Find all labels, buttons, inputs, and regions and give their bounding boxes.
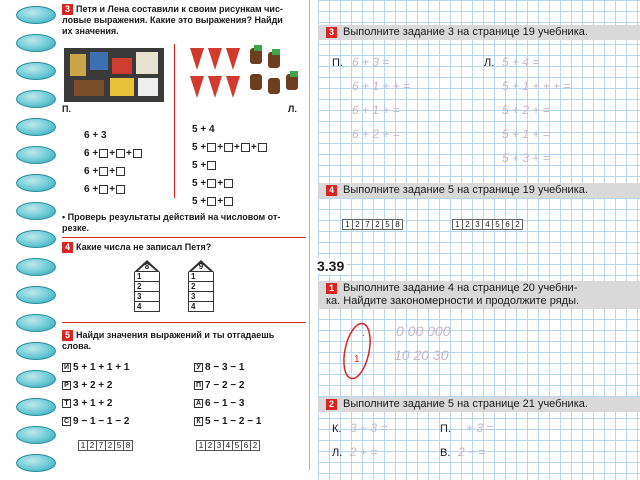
task-2-label-k: К.: [332, 423, 342, 435]
task-3-text-line2: ловые выражения. Какие это выражения? Найди: [62, 15, 283, 25]
v-expr: 2 − =: [458, 445, 486, 459]
binder-ring: [16, 314, 56, 332]
workbook-strip-2: 1 2 3 4 5 6 2: [452, 219, 522, 230]
task-5-text-line2: слова.: [62, 341, 92, 351]
workbook-strip-1: 1 2 7 2 5 8: [342, 219, 402, 230]
binder-ring: [16, 370, 56, 388]
binder-ring: [16, 6, 56, 24]
word-expr-right-3: А 6 − 1 − 3: [195, 398, 245, 409]
binder-ring: [16, 118, 56, 136]
word-expr-right-1: У 8 − 3 − 1: [194, 362, 244, 373]
textbook-page: [56, 0, 310, 470]
binder-ring: [16, 34, 56, 52]
l-row-5: 5 + 3 + =: [502, 151, 550, 165]
binder-ring: [16, 342, 56, 360]
task-3-text-line1: Петя и Лена составили к своим рисункам чис-: [76, 4, 283, 14]
task-3-label-l: Л.: [484, 57, 495, 69]
divider-rule: [62, 322, 306, 323]
word-expr-left-1: И 5 + 1 + 1 + 1: [63, 362, 130, 373]
word-expr-left-3: Т 3 + 1 + 2: [62, 398, 112, 409]
l-expr-4: 5 + +: [192, 178, 234, 189]
binder-ring: [16, 62, 56, 80]
answer-strip-2: 1 2 3 4 5 6 2: [196, 440, 259, 451]
l-expr-5: 5 + +: [192, 196, 234, 207]
binder-ring: [16, 174, 56, 192]
binder-ring: [16, 454, 56, 472]
task-2-label-v: В.: [440, 447, 451, 459]
binder-ring: [16, 230, 56, 248]
word-expr-right-4: К 5 − 1 − 2 − 1: [194, 416, 261, 427]
p-expr: + 3 =: [466, 421, 494, 435]
p-row-4: 6 + 2 + =: [352, 127, 400, 141]
pattern-row-1: 0 00 000: [396, 323, 451, 339]
task-3-number: 3: [62, 4, 73, 15]
word-expr-right-2: П 7 − 2 − 2: [195, 380, 245, 391]
p-expr-2: 6 + + +: [84, 148, 143, 159]
workbook-page: [318, 0, 640, 480]
p-row-2: 6 + 1 + + =: [352, 79, 411, 93]
section-number: 3.39: [314, 258, 347, 274]
binder-ring: [16, 286, 56, 304]
pattern-row-2: 10 20 30: [394, 347, 449, 363]
l-expr-2: 5 + + + +: [192, 142, 268, 153]
binder-ring: [16, 146, 56, 164]
k-expr: 3 − 3 =: [350, 421, 388, 435]
task-5-text-line1: Найди значения выражений и ты отгадаешь: [76, 330, 275, 340]
binder-ring: [16, 426, 56, 444]
binder-ring: [16, 90, 56, 108]
task-3-text-line3: их значения.: [62, 26, 119, 36]
divider-rule: [62, 237, 306, 238]
svg-text:.: .: [362, 328, 365, 339]
task-3-divider: [174, 44, 175, 198]
task-1-text-line2: ка. Найдите закономерности и продолжите ряды.: [326, 295, 580, 307]
binder-ring: [16, 202, 56, 220]
check-text-line1: • Проверь результаты действий на числовом от-: [62, 212, 281, 222]
task-3-number: 3: [326, 27, 337, 38]
task-4-number: 4: [62, 242, 73, 253]
task-4-number: 4: [326, 185, 337, 196]
binder-ring: [16, 398, 56, 416]
task-3-label-p: П.: [332, 57, 343, 69]
p-expr-1: 6 + 3: [84, 130, 107, 141]
task-1-number: 1: [326, 283, 337, 294]
number-house-2: 9 1 2 3 4: [188, 260, 214, 312]
l-expr-3: 5 +: [192, 160, 217, 171]
svg-text:1: 1: [354, 354, 360, 365]
task-3-band: [318, 25, 640, 40]
l-expr: 2 + =: [350, 445, 378, 459]
task-4-question: Какие числа не записал Петя?: [76, 242, 212, 252]
number-house-1: 8 1 2 3 4: [134, 260, 160, 312]
p-expr-4: 6 + +: [84, 184, 126, 195]
task-5-number: 5: [62, 330, 73, 341]
binder-rings: [0, 0, 58, 480]
task-3-label-l: Л.: [288, 104, 297, 114]
l-expr-1: 5 + 4: [192, 124, 215, 135]
l-row-4: 5 + 1 + =: [502, 127, 550, 141]
l-row-2: 5 + 1 + + + =: [502, 79, 571, 93]
p-expr-3: 6 + +: [84, 166, 126, 177]
task-1-band: [318, 281, 640, 309]
task-2-label-p: П.: [440, 423, 451, 435]
task-4-band: [318, 183, 640, 198]
word-expr-left-4: С 9 − 1 − 1 − 2: [63, 416, 130, 427]
circled-example: [340, 320, 374, 382]
task-3-label-p: П.: [62, 104, 71, 114]
icecream-picture: [184, 44, 304, 106]
toys-picture: [64, 48, 164, 102]
task-2-label-l: Л.: [332, 447, 343, 459]
l-row-3: 5 + 2 + =: [502, 103, 550, 117]
answer-strip-1: 1 2 7 2 5 8: [78, 440, 132, 451]
l-row-1: 5 + 4 =: [502, 55, 540, 69]
task-2-title: Выполните задание 5 на странице 21 учебника.: [343, 398, 588, 410]
p-row-3: 6 + 1 + =: [352, 103, 400, 117]
task-3-title: Выполните задание 3 на странице 19 учебника.: [343, 26, 588, 38]
task-1-text-line1: Выполните задание 4 на странице 20 учебни-: [343, 282, 578, 294]
task-2-band: [318, 397, 640, 412]
task-2-number: 2: [326, 399, 337, 410]
p-row-1: 6 + 3 =: [352, 55, 390, 69]
binder-ring: [16, 258, 56, 276]
word-expr-left-2: Р 3 + 2 + 2: [62, 380, 112, 391]
check-text-line2: резке.: [62, 223, 89, 233]
task-4-title: Выполните задание 5 на странице 19 учебника.: [343, 184, 588, 196]
